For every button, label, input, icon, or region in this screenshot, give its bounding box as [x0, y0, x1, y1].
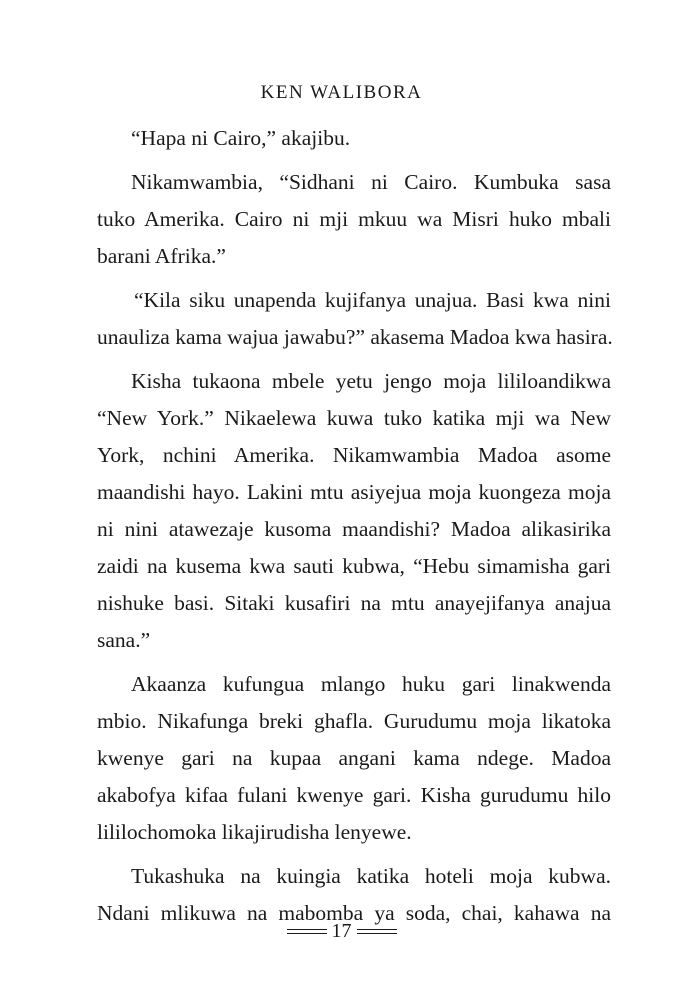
body-text	[97, 120, 611, 932]
text-line: tuko Amerika. Cairo ni mji mkuu wa Misri huko mbali	[97, 207, 611, 231]
text-line: “Hapa ni Cairo,” akajibu.	[131, 126, 351, 150]
text-line: mbio. Nikafunga breki ghafla. Gurudumu moja likatoka	[97, 709, 611, 733]
text-line: Akaanza kufungua mlango huku gari linakwenda	[131, 672, 611, 696]
text-line: sana.”	[97, 628, 151, 652]
footer-rule-left	[287, 929, 327, 934]
text-line: nishuke basi. Sitaki kusafiri na mtu anayejifanya anajua	[97, 591, 611, 615]
text-line: lililochomoka likajirudisha lenyewe.	[97, 820, 412, 844]
footer-rule-right	[357, 929, 397, 934]
text-line: barani Afrika.”	[97, 244, 226, 268]
running-header: KEN WALIBORA	[260, 82, 423, 103]
page-number: 17	[331, 920, 352, 942]
text-line: “Kila siku unapenda kujifanya unajua. Basi kwa nini	[134, 288, 611, 312]
page-footer	[0, 920, 683, 943]
text-line: Tukashuka na kuingia katika hoteli moja kubwa.	[131, 864, 611, 888]
text-line: Ndani mlikuwa na mabomba ya soda, chai, kahawa na	[97, 901, 611, 925]
text-line: ni nini atawezaje kusoma maandishi? Madoa alikasirika	[97, 517, 611, 541]
text-line: zaidi na kusema kwa sauti kubwa, “Hebu simamisha gari	[97, 554, 611, 578]
text-line: kwenye gari na kupaa angani kama ndege. Madoa	[97, 746, 611, 770]
text-line: unauliza kama wajua jawabu?” akasema Madoa kwa hasira.	[97, 325, 613, 349]
text-line: York, nchini Amerika. Nikamwambia Madoa asome	[97, 443, 611, 467]
text-line: maandishi hayo. Lakini mtu asiyejua moja kuongeza moja	[97, 480, 611, 504]
text-line: akabofya kifaa fulani kwenye gari. Kisha gurudumu hilo	[97, 783, 611, 807]
text-line: “New York.” Nikaelewa kuwa tuko katika mji wa New	[97, 406, 611, 430]
text-line: Nikamwambia, “Sidhani ni Cairo. Kumbuka sasa	[131, 170, 611, 194]
text-line: Kisha tukaona mbele yetu jengo moja lililoandikwa	[131, 369, 611, 393]
